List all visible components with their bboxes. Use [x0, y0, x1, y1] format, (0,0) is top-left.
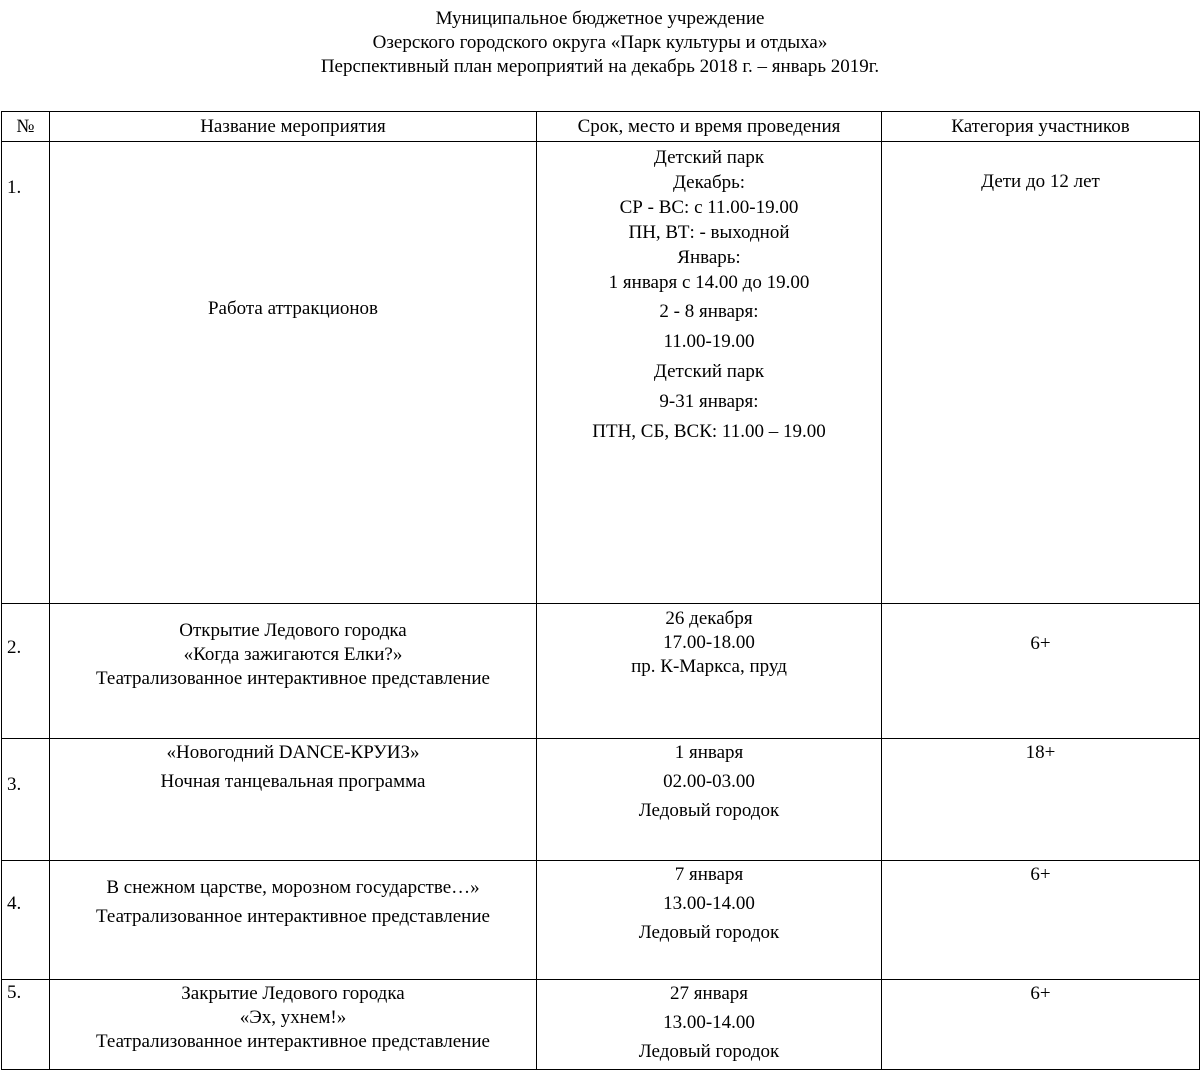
- event-when-cell: [537, 739, 882, 861]
- event-when-cell: [537, 142, 882, 604]
- event-name-line: В снежном царстве, морозном государстве…»: [106, 877, 480, 898]
- event-when-line: Детский парк: [653, 147, 765, 168]
- header-line-2: Озерского городского округа «Парк культуры и отдыха»: [372, 32, 828, 53]
- event-name-line: «Эх, ухнем!»: [239, 1007, 347, 1028]
- event-when-cell: [537, 604, 882, 739]
- header-line-3: Перспективный план мероприятий на декабрь 2018 г. – январь 2019г.: [320, 56, 880, 77]
- event-name-line: Театрализованное интерактивное представление: [96, 668, 490, 689]
- event-when-line: 1 января с 14.00 до 19.00: [608, 272, 810, 293]
- event-when-line: 13.00-14.00: [663, 893, 755, 914]
- table-row: [2, 861, 1200, 980]
- event-when-line: Детский парк: [653, 361, 765, 382]
- row-number: 3.: [2, 739, 50, 861]
- event-when-line: ПН, ВТ: - выходной: [628, 222, 790, 243]
- event-name-cell: [50, 980, 537, 1070]
- event-when-line: Ледовый городок: [638, 1041, 780, 1062]
- event-name-line: Работа аттракционов: [207, 298, 379, 319]
- table-header-row: [2, 112, 1200, 142]
- event-name-line: Театрализованное интерактивное представление: [96, 906, 490, 927]
- table-row: [2, 980, 1200, 1070]
- event-category-cell: 6+: [882, 604, 1200, 739]
- table-row: [2, 142, 1200, 604]
- event-when-cell: [537, 861, 882, 980]
- event-name-line: Театрализованное интерактивное представление: [96, 1031, 490, 1052]
- table-row: [2, 739, 1200, 861]
- event-when-line: 02.00-03.00: [663, 771, 755, 792]
- column-header-category: Категория участников: [882, 112, 1200, 142]
- row-number: 2.: [2, 604, 50, 739]
- event-name-cell: [50, 861, 537, 980]
- row-number: 1.: [2, 142, 50, 604]
- event-when-line: 11.00-19.00: [663, 331, 755, 352]
- event-when-line: 26 декабря: [665, 608, 753, 629]
- table-row: [2, 604, 1200, 739]
- event-name-cell: [50, 604, 537, 739]
- event-when-line: Январь:: [677, 247, 741, 268]
- column-header-number: №: [2, 112, 50, 142]
- event-category-cell: 18+: [882, 739, 1200, 861]
- event-category-cell: 6+: [882, 980, 1200, 1070]
- events-table: [1, 111, 1200, 1070]
- event-when-line: 7 января: [674, 864, 744, 885]
- event-name-line: «Когда зажигаются Елки?»: [183, 644, 403, 665]
- event-when-line: Ледовый городок: [638, 922, 780, 943]
- event-when-line: Ледовый городок: [638, 800, 780, 821]
- event-category-cell: 6+: [882, 861, 1200, 980]
- event-name-line: «Новогодний DANCE-КРУИЗ»: [166, 742, 420, 763]
- event-name-line: Закрытие Ледового городка: [181, 983, 405, 1004]
- event-when-line: 17.00-18.00: [663, 632, 755, 653]
- event-when-line: 13.00-14.00: [663, 1012, 755, 1033]
- event-when-line: Декабрь:: [672, 172, 746, 193]
- event-category-cell: Дети до 12 лет: [882, 142, 1200, 604]
- event-name-line: Ночная танцевальная программа: [160, 771, 426, 792]
- row-number: 5.: [2, 980, 50, 1070]
- event-name-cell: [50, 142, 537, 604]
- event-when-line: 27 января: [669, 983, 749, 1004]
- event-name-cell: [50, 739, 537, 861]
- row-number: 4.: [2, 861, 50, 980]
- event-when-line: 9-31 января:: [659, 391, 759, 412]
- event-when-line: ПТН, СБ, ВСК: 11.00 – 19.00: [592, 421, 826, 442]
- event-when-line: СР - ВС: с 11.00-19.00: [619, 197, 799, 218]
- column-header-name: Название мероприятия: [50, 112, 537, 142]
- document-header: [0, 7, 1200, 79]
- header-line-1: Муниципальное бюджетное учреждение: [435, 8, 765, 29]
- event-when-cell: [537, 980, 882, 1070]
- event-when-line: пр. К-Маркса, пруд: [631, 656, 787, 677]
- event-when-line: 2 - 8 января:: [659, 301, 759, 322]
- event-when-line: 1 января: [674, 742, 744, 763]
- event-name-line: Открытие Ледового городка: [179, 620, 407, 641]
- column-header-when: Срок, место и время проведения: [537, 112, 882, 142]
